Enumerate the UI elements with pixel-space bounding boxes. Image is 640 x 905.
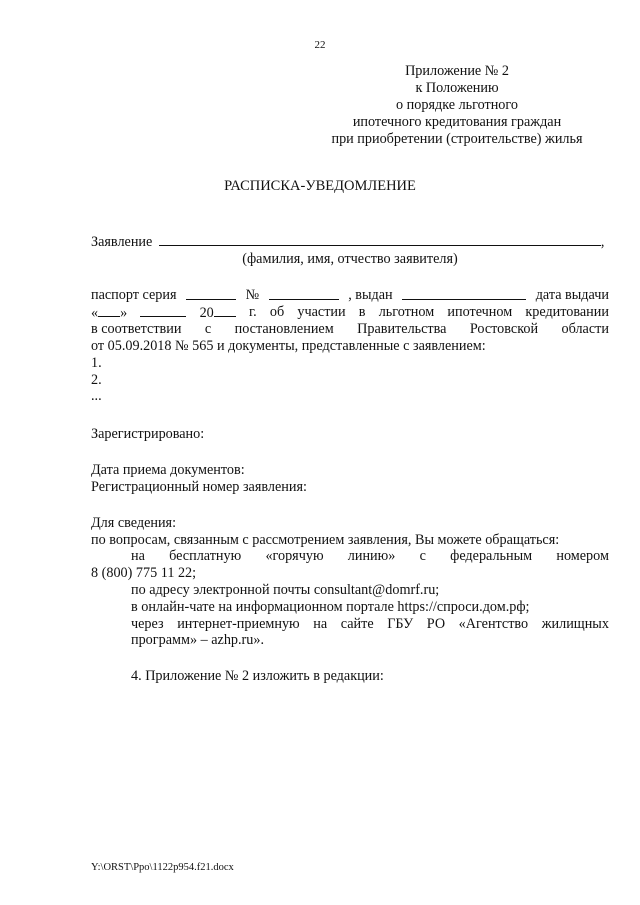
date-word: г. [248, 304, 257, 320]
hotline-line [91, 547, 609, 565]
email-line: по адресу электронной почты consultant@domrf.ru; [131, 582, 440, 598]
list-item: ... [91, 388, 102, 404]
hotline-word: бесплатную [169, 548, 242, 564]
appendix-line: ипотечного кредитования граждан [352, 114, 562, 130]
reception-word: РО [426, 616, 446, 632]
reception-word: через [131, 616, 164, 632]
accordance-word: постановлением [234, 321, 334, 337]
applicant-name-blank [159, 232, 601, 246]
hotline-word: номером [556, 548, 609, 564]
list-item: 2. [91, 372, 102, 388]
passport-series-label: паспорт серия [91, 287, 177, 303]
passport-series-blank [186, 286, 236, 300]
passport-number-sign: № [245, 287, 260, 303]
reception-word: сайте [340, 616, 374, 632]
applicant-hint: (фамилия, имя, отчество заявителя) [242, 251, 458, 267]
passport-issued-by-blank [402, 286, 526, 300]
passport-line [91, 286, 609, 304]
passport-issued-label: , выдан [348, 287, 393, 303]
hotline-word: «горячую [265, 548, 324, 564]
date-word: в [358, 304, 366, 320]
reception-word: на [313, 616, 328, 632]
reception-line-2: программ» – azhp.ru». [131, 632, 265, 648]
day-field: « » [91, 305, 128, 321]
appendix-line: при приобретении (строительстве) жилья [331, 131, 583, 147]
date-word: об [269, 304, 285, 320]
receipt-date-label: Дата приема документов: [91, 462, 245, 478]
hotline-word: федеральным [450, 548, 533, 564]
accordance-word: с [204, 321, 212, 337]
accordance-line [91, 320, 609, 338]
reception-word: интернет-приемную [177, 616, 300, 632]
reception-word: «Агентство [458, 616, 529, 632]
registered-label: Зарегистрировано: [91, 426, 205, 442]
info-intro: по вопросам, связанным с рассмотрением заявления, Вы можете обращаться: [91, 532, 560, 548]
list-item: 1. [91, 355, 102, 371]
info-heading: Для сведения: [91, 515, 177, 531]
document-title: РАСПИСКА-УВЕДОМЛЕНИЕ [224, 178, 416, 194]
appendix-line: Приложение № 2 [405, 63, 509, 79]
date-word: участии [297, 304, 346, 320]
date-word: ипотечном [447, 304, 513, 320]
month-blank [140, 303, 186, 317]
date-word: кредитовании [525, 304, 609, 320]
issue-date-label: дата выдачи [535, 287, 609, 303]
chat-line: в онлайн-чате на информационном портале https://спроси.дом.рф; [131, 599, 530, 615]
hotline-word: с [419, 548, 426, 564]
accordance-word: области [561, 321, 609, 337]
reception-word: ГБУ [387, 616, 414, 632]
appendix-line: о порядке льготного [396, 97, 518, 113]
accordance-word: Ростовской [469, 321, 539, 337]
reception-word: жилищных [541, 616, 609, 632]
footer-file-path: Y:\ORST\Ppo\1122p954.f21.docx [91, 862, 234, 873]
year-field: 20 [200, 303, 236, 322]
hotline-word: линию» [347, 548, 396, 564]
application-line [91, 232, 604, 251]
passport-number-blank [269, 286, 339, 300]
appendix-line: к Положению [415, 80, 499, 96]
reg-number-label: Регистрационный номер заявления: [91, 479, 307, 495]
date-word: льготном [378, 304, 435, 320]
page-number: 22 [314, 39, 326, 51]
appendix-header [307, 63, 607, 148]
hotline-word: на [131, 548, 145, 564]
item-4: 4. Приложение № 2 изложить в редакции: [131, 668, 384, 684]
application-label: Заявление [91, 234, 153, 250]
accordance-word: Правительства [357, 321, 447, 337]
hotline-number: 8 (800) 775 11 22; [91, 565, 197, 581]
decree-line: от 05.09.2018 № 565 и документы, представленные с заявлением: [91, 338, 486, 354]
application-comma: , [600, 234, 605, 250]
accordance-word: в соответствии [91, 321, 182, 337]
